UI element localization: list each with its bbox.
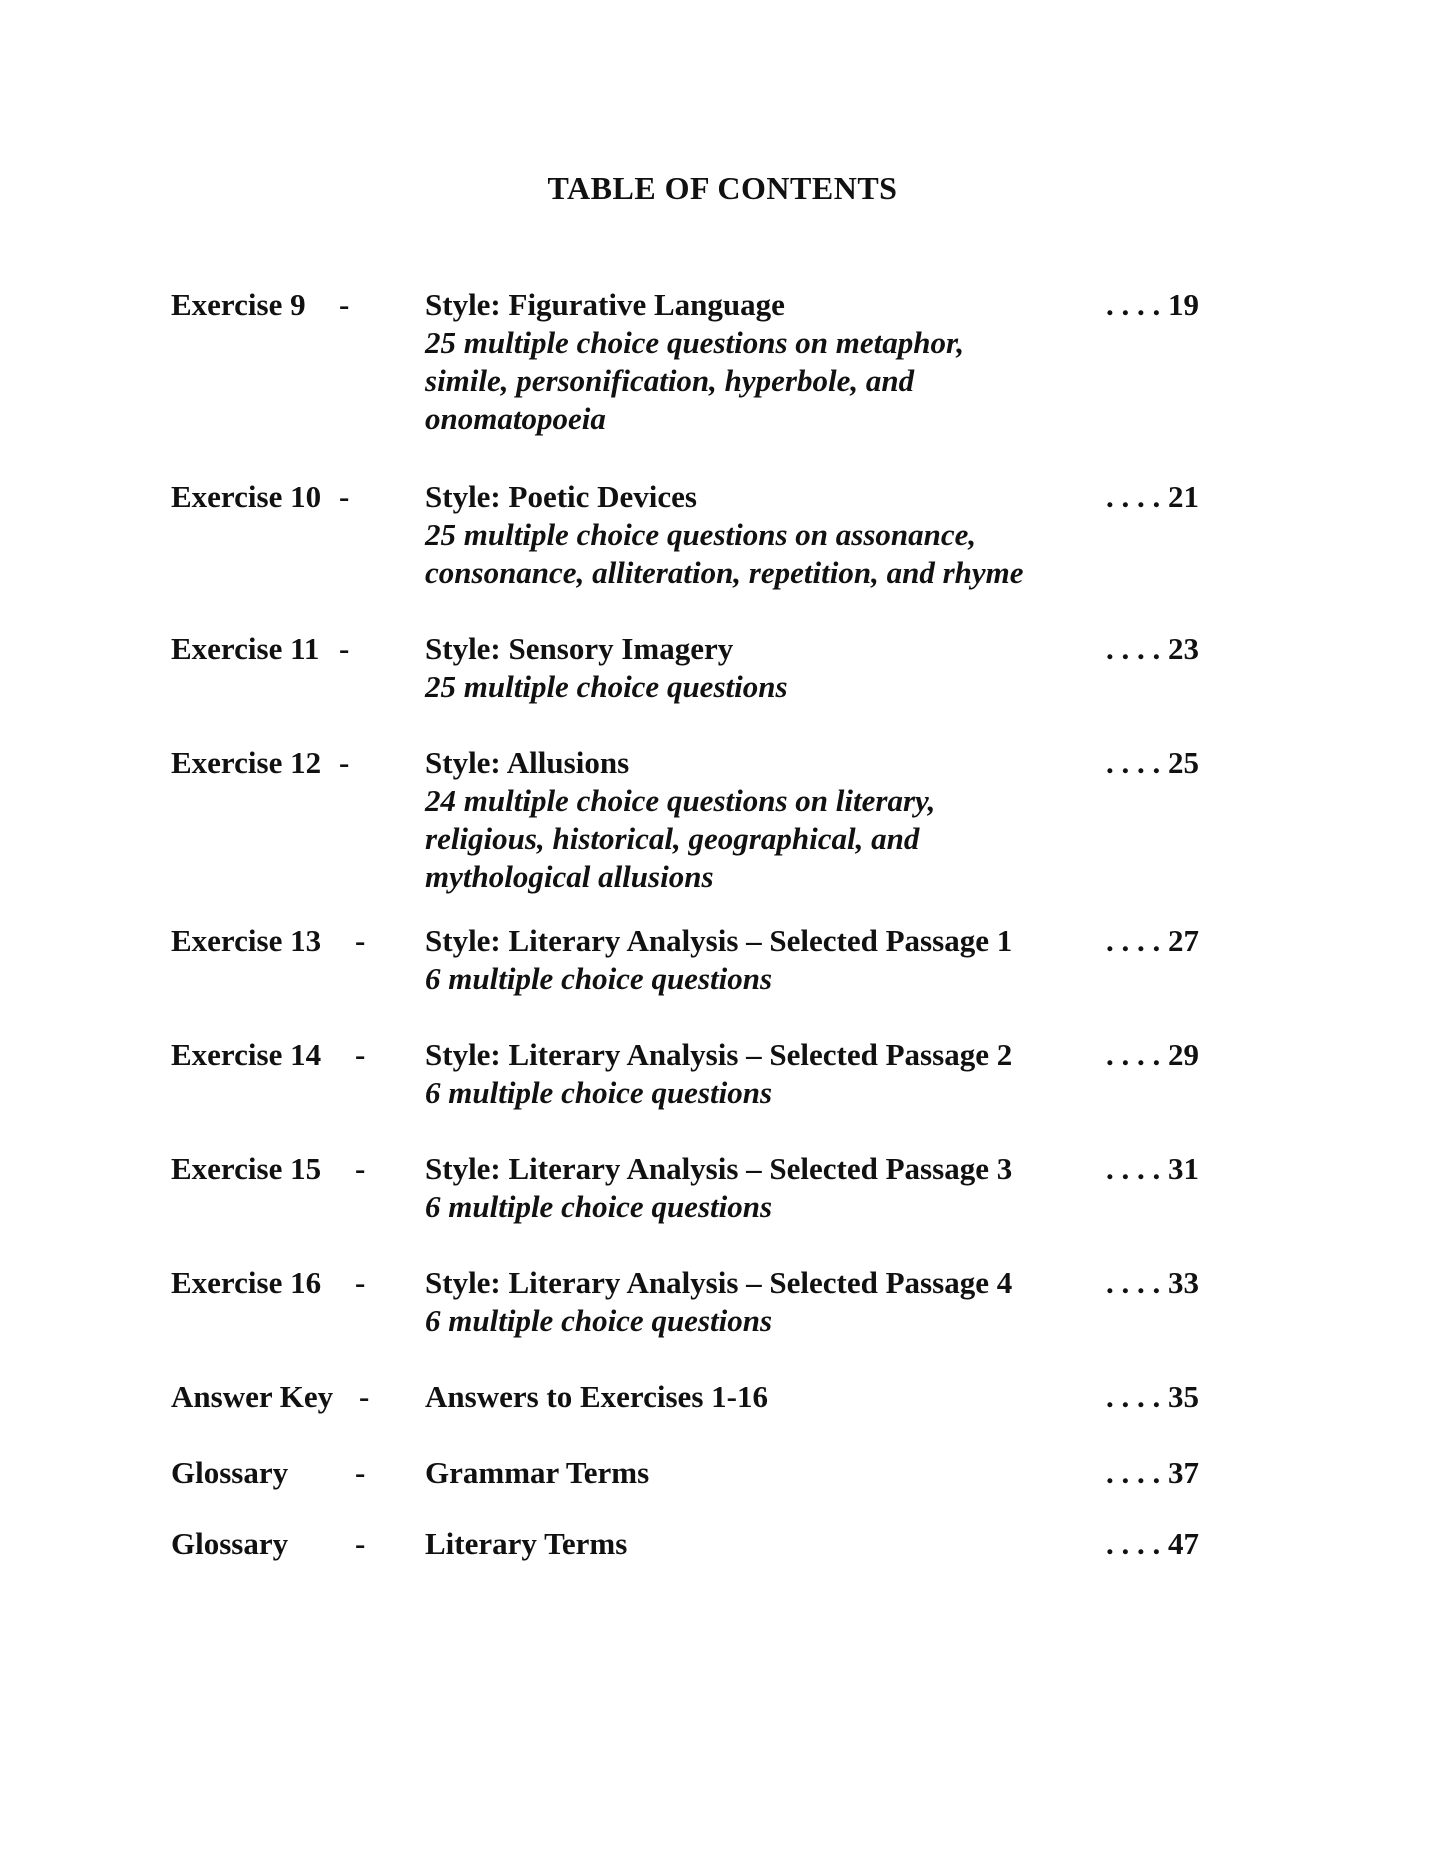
toc-entry-page: . . . . 21 bbox=[1106, 479, 1199, 514]
toc-entry-description-line: mythological allusions bbox=[425, 859, 714, 894]
toc-entry[interactable] bbox=[171, 1454, 1271, 1525]
toc-entry-label: Exercise 15 bbox=[171, 1151, 322, 1186]
toc-entry[interactable] bbox=[171, 1036, 1271, 1150]
toc-entry-heading: Style: Figurative Language bbox=[425, 287, 785, 322]
toc-entry-heading: Style: Sensory Imagery bbox=[425, 631, 734, 666]
toc-entry-label: Exercise 14 bbox=[171, 1037, 322, 1072]
toc-entry-description-line: 6 multiple choice questions bbox=[425, 1303, 773, 1338]
toc-entry-description-line: 6 multiple choice questions bbox=[425, 1189, 773, 1224]
toc-entry-description-line: 25 multiple choice questions on assonance, bbox=[425, 517, 977, 552]
toc-entry-page: . . . . 29 bbox=[1106, 1037, 1199, 1072]
toc-entry-label: Glossary bbox=[171, 1455, 289, 1490]
toc-entry-page: . . . . 27 bbox=[1106, 923, 1199, 958]
toc-entry-description-line: 25 multiple choice questions bbox=[425, 669, 788, 704]
toc-entry-description-line: 6 multiple choice questions bbox=[425, 961, 773, 996]
toc-entry-page: . . . . 47 bbox=[1106, 1526, 1199, 1561]
toc-entry-heading: Style: Literary Analysis – Selected Passage 2 bbox=[425, 1037, 1013, 1072]
toc-entry-label: Exercise 16 bbox=[171, 1265, 322, 1300]
toc-entry-dash: - bbox=[355, 1265, 366, 1300]
toc-entry-heading: Style: Literary Analysis – Selected Passage 3 bbox=[425, 1151, 1013, 1186]
toc-entry-heading: Style: Poetic Devices bbox=[425, 479, 697, 514]
toc-entry[interactable] bbox=[171, 1525, 1271, 1565]
toc-entry[interactable] bbox=[171, 630, 1271, 744]
toc-entry-label: Exercise 12 bbox=[171, 745, 322, 780]
toc-entry-description-line: consonance, alliteration, repetition, and rhyme bbox=[425, 555, 1024, 590]
toc-entry-description-line: simile, personification, hyperbole, and bbox=[425, 363, 915, 398]
toc-entry-heading: Literary Terms bbox=[425, 1526, 628, 1561]
page-title: TABLE OF CONTENTS bbox=[547, 170, 898, 206]
toc-entry-dash: - bbox=[359, 1379, 370, 1414]
toc-entry-heading: Style: Literary Analysis – Selected Passage 4 bbox=[425, 1265, 1013, 1300]
toc-entry-page: . . . . 35 bbox=[1106, 1379, 1199, 1414]
toc-entry-label: Exercise 9 bbox=[171, 287, 306, 322]
toc-entry-dash: - bbox=[355, 1455, 366, 1490]
toc-entry-dash: - bbox=[339, 745, 350, 780]
toc-entry[interactable] bbox=[171, 1264, 1271, 1378]
toc-entry-dash: - bbox=[355, 1151, 366, 1186]
toc-entry[interactable] bbox=[171, 922, 1271, 1036]
toc-entry-heading: Grammar Terms bbox=[425, 1455, 650, 1490]
toc-entry[interactable] bbox=[171, 744, 1271, 922]
toc-entry-page: . . . . 33 bbox=[1106, 1265, 1199, 1300]
toc-entry-label: Exercise 10 bbox=[171, 479, 322, 514]
toc-entry-label: Answer Key bbox=[171, 1379, 334, 1414]
toc-entry-dash: - bbox=[339, 287, 350, 322]
toc-entry-dash: - bbox=[339, 479, 350, 514]
toc-entry[interactable] bbox=[171, 286, 1271, 478]
toc-entry[interactable] bbox=[171, 1378, 1271, 1454]
toc-entry-page: . . . . 25 bbox=[1106, 745, 1199, 780]
toc-entry-description-line: 24 multiple choice questions on literary, bbox=[425, 783, 936, 818]
toc-entry-heading: Style: Allusions bbox=[425, 745, 630, 780]
toc-entry-dash: - bbox=[339, 631, 350, 666]
toc-entry[interactable] bbox=[171, 1150, 1271, 1264]
toc-entry-label: Exercise 11 bbox=[171, 631, 320, 666]
toc-list bbox=[171, 286, 1271, 1565]
toc-entry-label: Glossary bbox=[171, 1526, 289, 1561]
toc-entry-heading: Answers to Exercises 1-16 bbox=[425, 1379, 768, 1414]
toc-entry-description-line: 6 multiple choice questions bbox=[425, 1075, 773, 1110]
toc-entry-description-line: 25 multiple choice questions on metaphor, bbox=[425, 325, 965, 360]
toc-entry-dash: - bbox=[355, 1526, 366, 1561]
toc-entry-page: . . . . 31 bbox=[1106, 1151, 1199, 1186]
toc-entry-page: . . . . 23 bbox=[1106, 631, 1199, 666]
toc-entry-dash: - bbox=[355, 923, 366, 958]
toc-entry-label: Exercise 13 bbox=[171, 923, 322, 958]
toc-entry-page: . . . . 19 bbox=[1106, 287, 1199, 322]
toc-entry-page: . . . . 37 bbox=[1106, 1455, 1199, 1490]
toc-entry-description-line: onomatopoeia bbox=[425, 401, 606, 436]
toc-entry-heading: Style: Literary Analysis – Selected Passage 1 bbox=[425, 923, 1013, 958]
toc-entry[interactable] bbox=[171, 478, 1271, 630]
toc-entry-description-line: religious, historical, geographical, and bbox=[425, 821, 920, 856]
toc-entry-dash: - bbox=[355, 1037, 366, 1072]
